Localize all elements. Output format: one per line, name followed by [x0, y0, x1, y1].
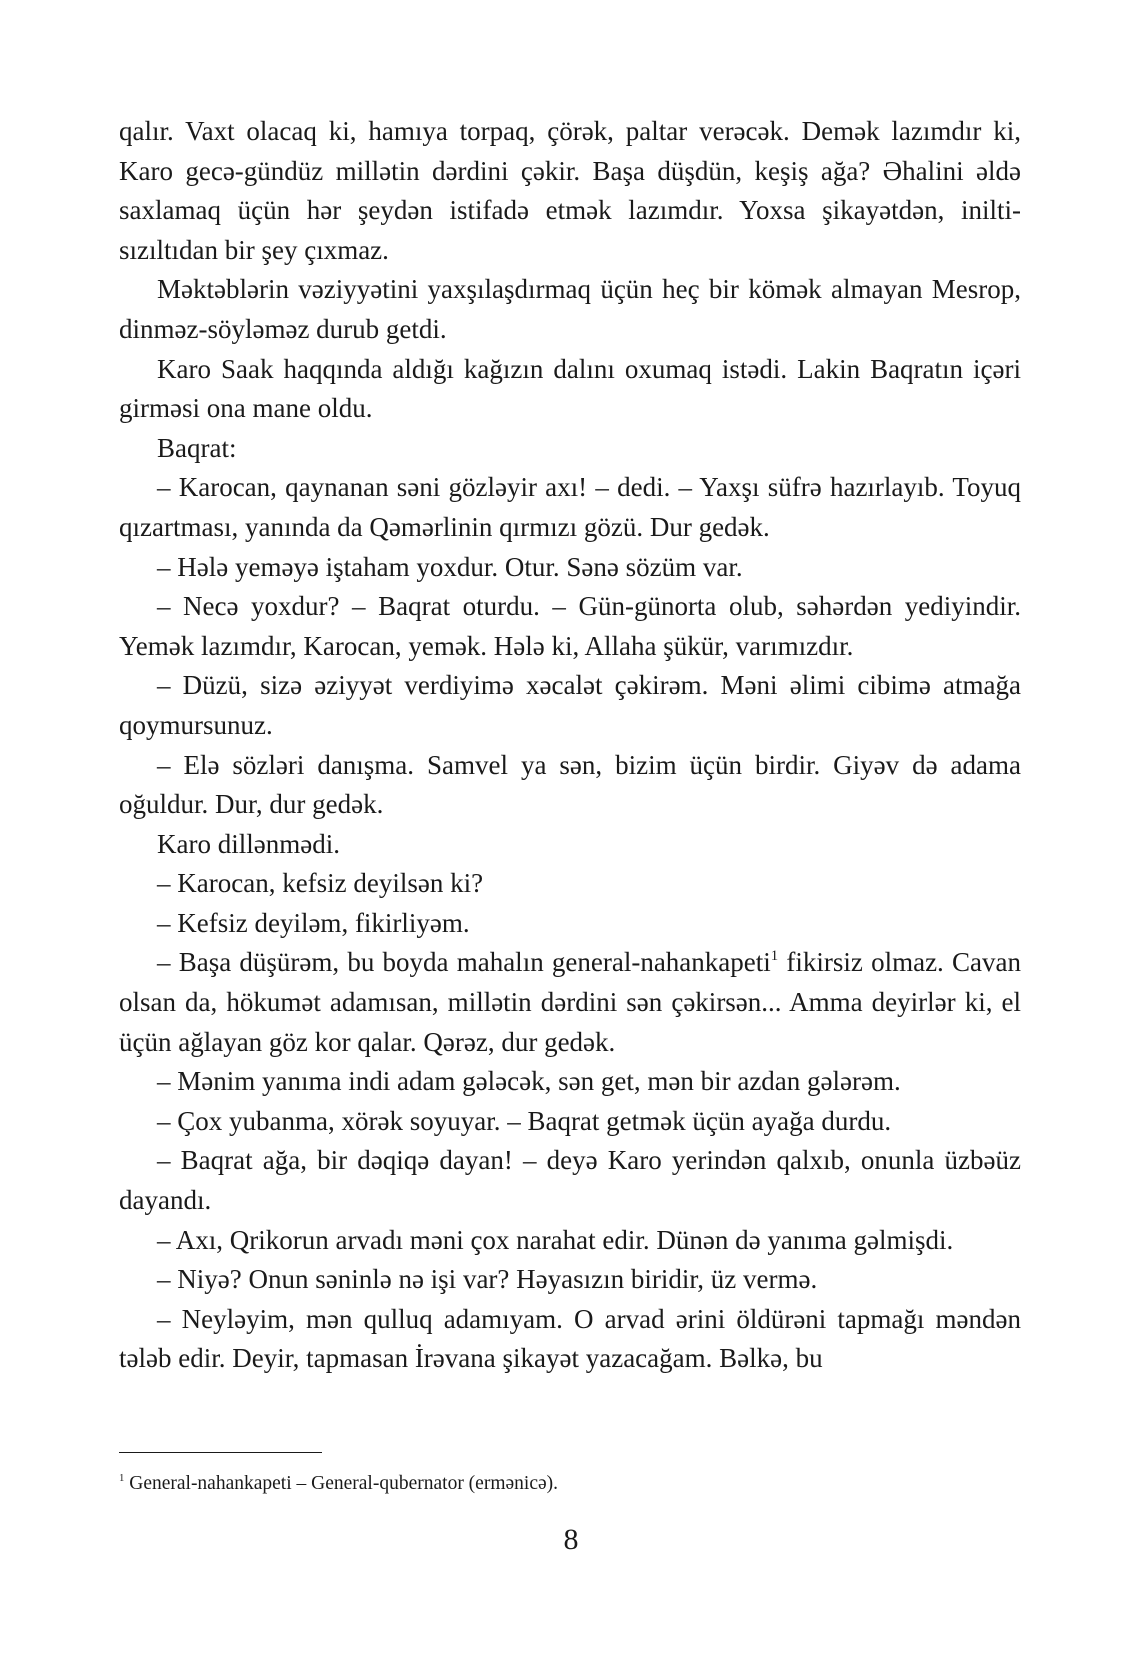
dialogue-line: – Mənim yanıma indi adam gələcək, sən get, mən bir azdan gələrəm. — [157, 1066, 901, 1097]
dialogue-line: – Elə sözləri danışma. Samvel ya sən, bizim üçün birdir. Giyəv də adama oğuldur. Dur, dur gedək. — [119, 749, 1021, 820]
page-number: 8 — [563, 1523, 579, 1556]
footnote-marker: 1 — [119, 1471, 125, 1484]
dialogue-line: – Necə yoxdur? – Baqrat oturdu. – Gün-günorta olub, səhərdən yediyindir. Yemək lazımdır, Karocan, yemək. Hələ ki, Allaha şükür, varımızdır. — [119, 591, 1021, 661]
dialogue-line: – Karocan, kefsiz deyilsən ki? — [157, 868, 484, 899]
dialogue-line-with-footnote — [119, 943, 1021, 1062]
dialogue-line: – Neyləyim, mən qulluq adamıyam. O arvad ərini öldürəni tapmağı məndən tələb edir. Deyir, tapmasan İrəvana şikayət yazacağam. Bəlkə, bu — [119, 1303, 1021, 1374]
dialogue-line: – Hələ yeməyə iştaham yoxdur. Otur. Sənə sözüm var. — [157, 551, 743, 582]
paragraph: qalır. Vaxt olacaq ki, hamıya torpaq, çörək, paltar verəcək. Demək lazımdır ki, Karo gecə-gündüz millətin dərdini çəkir. Başa düşdün, keşiş ağa? Əhalini əldə saxlamaq üçün hər şeydən istifadə etmək lazımdır. Yoxsa şikayətdən, inilti-sızıltıdan bir şey çıxmaz. — [119, 116, 1021, 265]
dialogue-text-after-footnote: fikirsiz olmaz. Cavan olsan da, hökumət adamısan, millətin dərdini sən çəkirsən... Amma deyirlər ki, el üçün ağlayan göz kor qalar. Qərəz, dur gedək. — [119, 947, 1021, 1057]
dialogue-line: – Kefsiz deyiləm, fikirliyəm. — [157, 907, 470, 938]
paragraph: Karo Saak haqqında aldığı kağızın dalını oxumaq istədi. Lakin Baqratın içəri girməsi ona mane oldu. — [119, 353, 1021, 424]
footnote-reference: 1 — [770, 948, 779, 965]
paragraph: Məktəblərin vəziyyətini yaxşılaşdırmaq üçün heç bir kömək almayan Mesrop, dinməz-söyləməz durub getdi. — [119, 274, 1021, 344]
paragraph: Karo dillənmədi. — [157, 828, 340, 859]
footnote-text: General-nahankapeti – General-qubernator (ermənicə). — [124, 1473, 558, 1494]
dialogue-line: – Çox yubanma, xörək soyuyar. – Baqrat getmək üçün ayağa durdu. — [157, 1105, 892, 1136]
footnote-divider — [119, 1452, 322, 1453]
dialogue-line: – Axı, Qrikorun arvadı məni çox narahat edir. Dünən də yanıma gəlmişdi. — [157, 1224, 954, 1255]
dialogue-line: – Karocan, qaynanan səni gözləyir axı! – dedi. – Yaxşı süfrə hazırlayıb. Toyuq qızartması, yanında da Qəmərlinin qırmızı gözü. Dur gedək. — [119, 472, 1021, 542]
dialogue-line: – Baqrat ağa, bir dəqiqə dayan! – deyə Karo yerindən qalxıb, onunla üzbəüz dayandı. — [119, 1145, 1021, 1216]
dialogue-line: – Niyə? Onun səninlə nə işi var? Həyasızın biridir, üz vermə. — [157, 1264, 818, 1295]
paragraph: Baqrat: — [157, 432, 237, 463]
footnote — [119, 1471, 1021, 1497]
dialogue-text-before-footnote: – Başa düşürəm, bu boyda mahalın general-nahankapeti — [157, 947, 771, 978]
main-text — [119, 112, 1021, 1379]
dialogue-line: – Düzü, sizə əziyyət verdiyimə xəcalət çəkirəm. Məni əlimi cibimə atmağa qoymursunuz. — [119, 670, 1021, 740]
